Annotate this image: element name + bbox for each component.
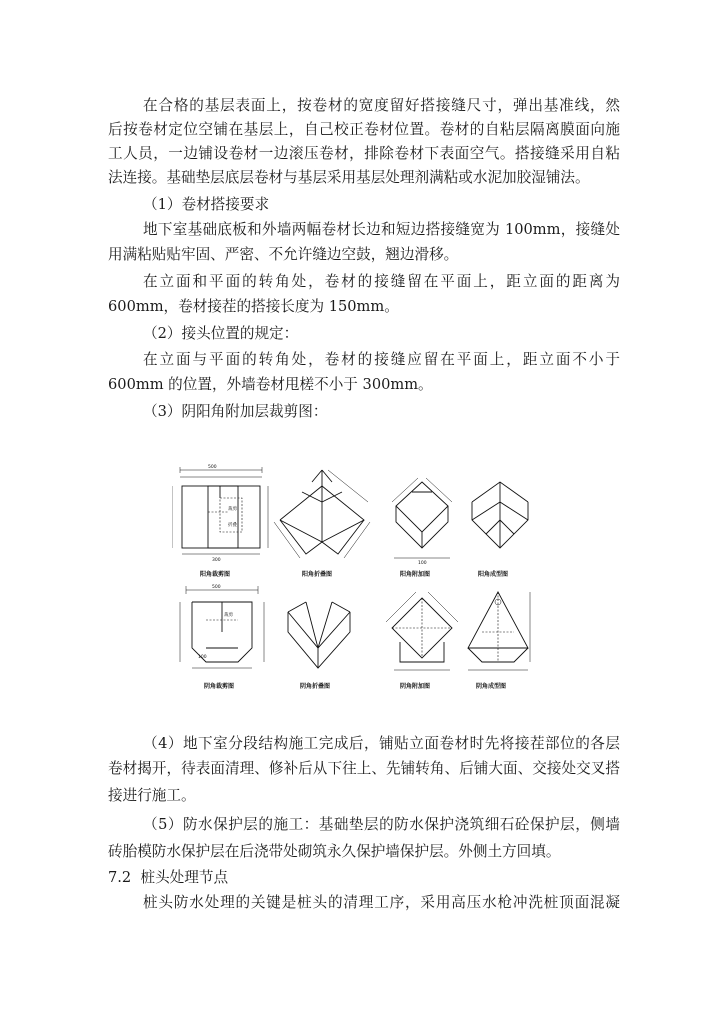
- paragraph-line: 桩头防水处理的关键是桩头的清理工序，采用高压水枪冲洗桩顶面混凝: [143, 894, 620, 911]
- figure-caption: 阳角附加图: [400, 571, 431, 578]
- corner-cutting-figure: [172, 462, 552, 704]
- figure-caption: 阴角成型图: [476, 683, 507, 690]
- fold-label: 折叠: [228, 523, 237, 528]
- section-heading: （2）接头位置的规定：: [143, 325, 299, 342]
- dimension-label: 100: [198, 655, 207, 660]
- paragraph-line: 法连接。基础垫层底层卷材与基层采用基层处理剂满粘或水泥加胶湿铺法。: [108, 169, 590, 186]
- cut-label: 裁剪: [224, 613, 233, 618]
- figure-caption: 阳角折叠图: [302, 571, 333, 578]
- paragraph-line: 工人员，一边铺设卷材一边滚压卷材，排除卷材下表面空气。搭接缝采用自粘: [108, 145, 620, 162]
- paragraph-line: 用满粘贴贴牢固、严密、不允许缝边空鼓，翘边滑移。: [108, 246, 459, 263]
- diagram-inner-formed: [468, 592, 530, 690]
- dimension-label: 500: [208, 465, 217, 470]
- figure-caption: 阳角裁剪图: [200, 571, 231, 578]
- section-heading: （1）卷材搭接要求: [143, 196, 270, 213]
- diagram-inner-cut: [180, 584, 264, 690]
- paragraph-line: 地下室基础底板和外墙两幅卷材长边和短边搭接缝宽为 100mm，接缝处: [143, 221, 620, 238]
- paragraph-line: 接进行施工。: [108, 787, 196, 804]
- dimension-label: 300: [212, 558, 221, 563]
- dimension-label: 500: [212, 585, 221, 590]
- paragraph-line: （4）地下室分段结构施工完成后，铺贴立面卷材时先将接茬部位的各层: [143, 735, 620, 752]
- diagram-outer-add: [392, 478, 452, 578]
- dimension-label: 100: [418, 561, 427, 566]
- paragraph-line: 卷材揭开，待表面清理、修补后从下往上、先铺转角、后铺大面、交接处交叉搭: [108, 760, 620, 777]
- paragraph-line: 在合格的基层表面上，按卷材的宽度留好搭接缝尺寸，弹出基准线，然: [143, 97, 620, 114]
- paragraph-line: 600mm 的位置，外墙卷材甩槎不小于 300mm。: [108, 376, 433, 393]
- figure-caption: 阴角裁剪图: [204, 683, 235, 690]
- diagram-outer-formed: [472, 482, 528, 578]
- figure-caption: 阴角附加图: [400, 683, 431, 690]
- paragraph-line: 在立面与平面的转角处，卷材的接缝应留在平面上，距立面不小于: [143, 351, 620, 368]
- paragraph-line: 在立面和平面的转角处，卷材的接缝留在平面上，距立面的距离为: [143, 273, 620, 290]
- cut-label: 裁剪: [228, 507, 237, 512]
- figure-caption: 阴角折叠图: [300, 683, 331, 690]
- paragraph-line: （5）防水保护层的施工：基础垫层的防水保护浇筑细石砼保护层，侧墙: [143, 816, 620, 833]
- paragraph-line: 后按卷材定位空铺在基层上，自己校正卷材位置。卷材的自粘层隔离膜面向施: [108, 121, 620, 138]
- section-title: 7.2 桩头处理节点: [108, 869, 229, 886]
- figure-caption: 阳角成型图: [478, 571, 509, 578]
- section-heading: （3）阴阳角附加层裁剪图：: [143, 403, 328, 420]
- paragraph-line: 600mm，卷材接茬的搭接长度为 150mm。: [108, 298, 399, 315]
- diagram-outer-cut: [172, 464, 268, 578]
- diagram-inner-add: [386, 592, 458, 690]
- diagram-inner-fold: [288, 602, 350, 690]
- diagram-outer-fold: [274, 470, 370, 578]
- paragraph-line: 砖胎模防水保护层在后浇带处砌筑永久保护墙保护层。外侧土方回填。: [108, 843, 561, 860]
